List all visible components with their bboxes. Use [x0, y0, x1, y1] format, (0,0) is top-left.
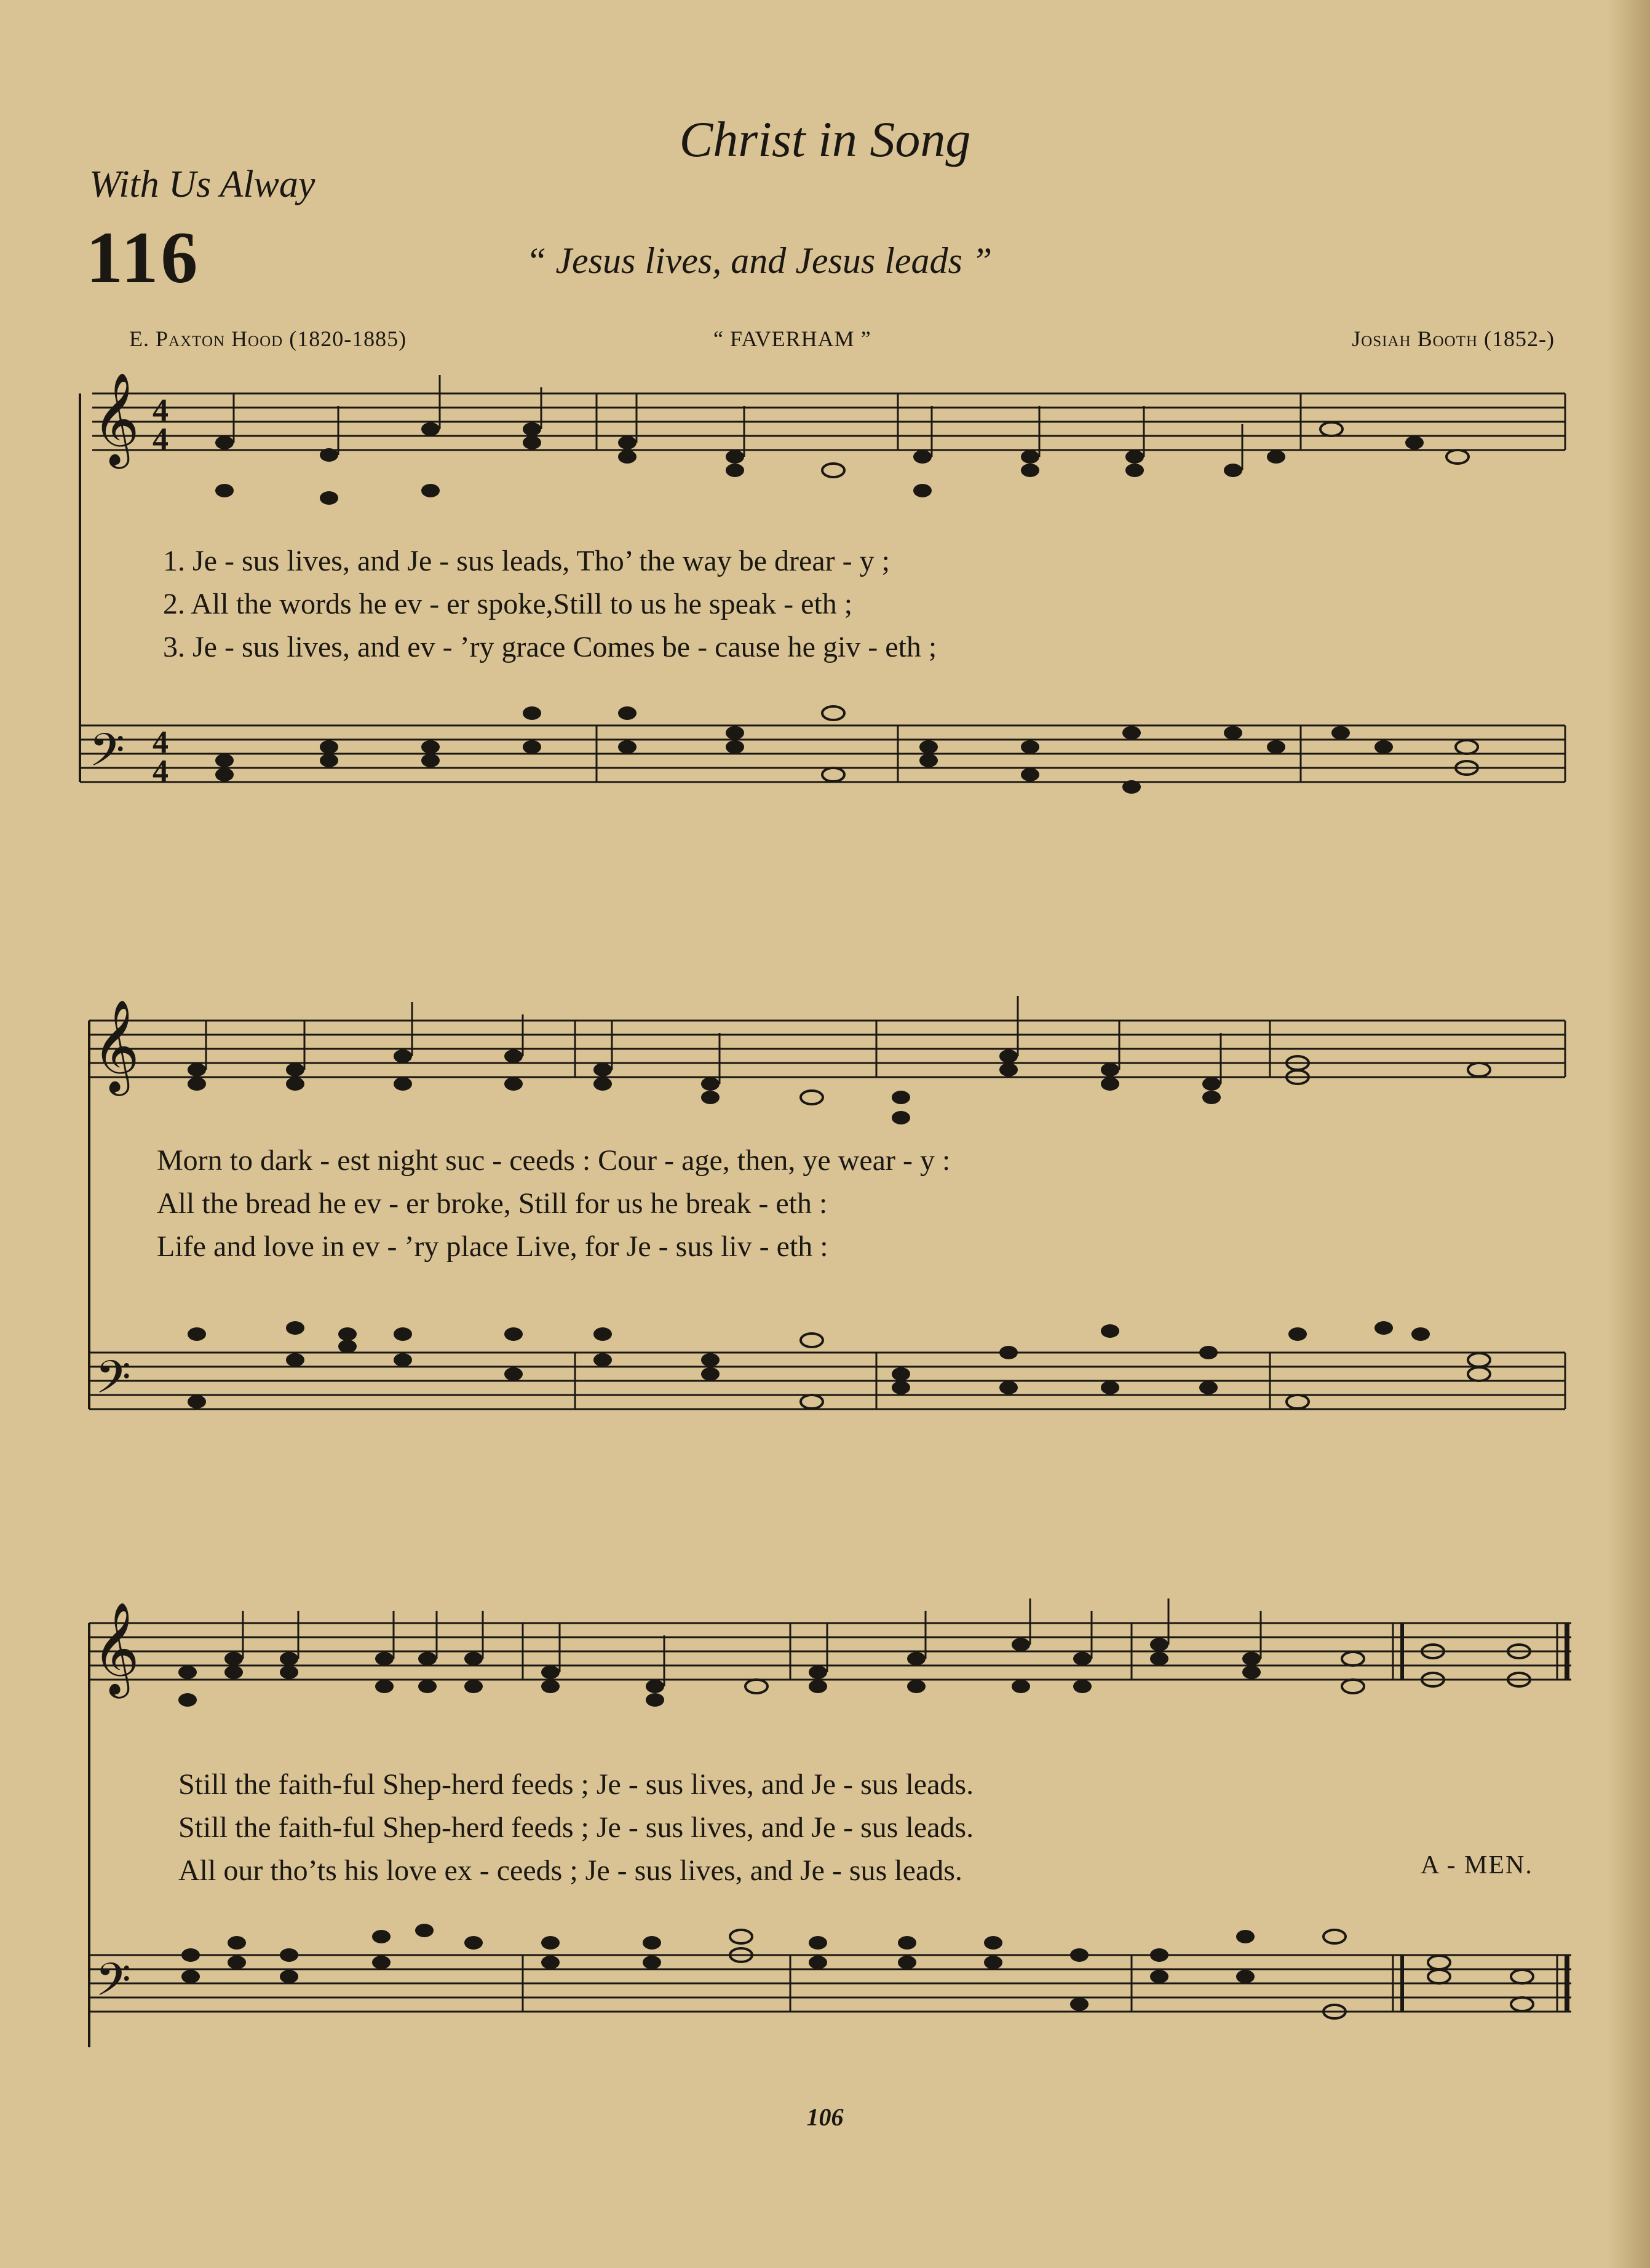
bass-staff — [89, 1353, 1565, 1409]
bass-notes — [215, 706, 1478, 794]
bass-notes — [181, 1924, 1533, 2018]
lyric-line-3-verse-1: Still the faith-ful Shep-herd feeds ; Je - sus lives, and Je - sus leads. — [178, 1768, 974, 1801]
amen-label: A - MEN. — [1421, 1851, 1533, 1879]
treble-stems — [243, 1598, 1261, 1686]
treble-staff — [92, 393, 1565, 450]
tune-name: “ FAVERHAM ” — [713, 326, 871, 351]
treble-staff — [89, 1021, 1565, 1077]
bass-time-signature-bottom: 4 — [153, 754, 169, 789]
treble-notes — [188, 1049, 1490, 1124]
lyric-line-1-verse-2: 2. All the words he ev - er spoke,Still to us he speak - eth ; — [163, 588, 853, 620]
bass-clef-icon: 𝄢 — [89, 724, 125, 788]
composer-credit: Josiah Booth (1852-) — [1352, 326, 1555, 351]
bass-clef-icon: 𝄢 — [95, 1351, 131, 1415]
hymn-title: With Us Alway — [89, 164, 315, 205]
page-number: 106 — [806, 2103, 844, 2131]
bass-clef-icon: 𝄢 — [95, 1953, 131, 2018]
hymn-number: 116 — [86, 216, 200, 298]
treble-notes — [178, 1638, 1530, 1707]
treble-notes — [215, 422, 1469, 505]
lyric-line-2-verse-3: Life and love in ev - ’ry place Live, for Je - sus liv - eth : — [157, 1230, 828, 1263]
lyric-line-1-verse-3: 3. Je - sus lives, and ev - ’ry grace Comes be - cause he giv - eth ; — [163, 631, 937, 663]
treble-clef-icon: 𝄞 — [92, 1601, 140, 1694]
time-signature-bottom: 4 — [153, 422, 169, 457]
lyric-line-3-verse-2: Still the faith-ful Shep-herd feeds ; Je - sus lives, and Je - sus leads. — [178, 1811, 974, 1844]
treble-clef-icon: 𝄞 — [92, 998, 140, 1092]
lyric-line-1-verse-1: 1. Je - sus lives, and Je - sus leads, Tho’ the way be drear - y ; — [163, 545, 890, 577]
hymn-subtitle: “ Jesus lives, and Jesus leads ” — [526, 240, 993, 281]
lyric-line-2-verse-2: All the bread he ev - er broke, Still for us he break - eth : — [157, 1187, 828, 1220]
treble-clef-icon: 𝄞 — [92, 371, 140, 465]
author-credit: E. Paxton Hood (1820-1885) — [129, 326, 407, 351]
bass-staff — [89, 1955, 1571, 2012]
book-title: Christ in Song — [679, 111, 971, 167]
bass-time-signature-top: 4 — [153, 725, 169, 760]
treble-stems — [206, 996, 1221, 1084]
time-signature-top: 4 — [153, 393, 169, 428]
lyric-line-2-verse-1: Morn to dark - est night suc - ceeds : Cour - age, then, ye wear - y : — [157, 1144, 951, 1177]
lyric-line-3-verse-3: All our tho’ts his love ex - ceeds ; Je - sus lives, and Je - sus leads. — [178, 1854, 962, 1887]
